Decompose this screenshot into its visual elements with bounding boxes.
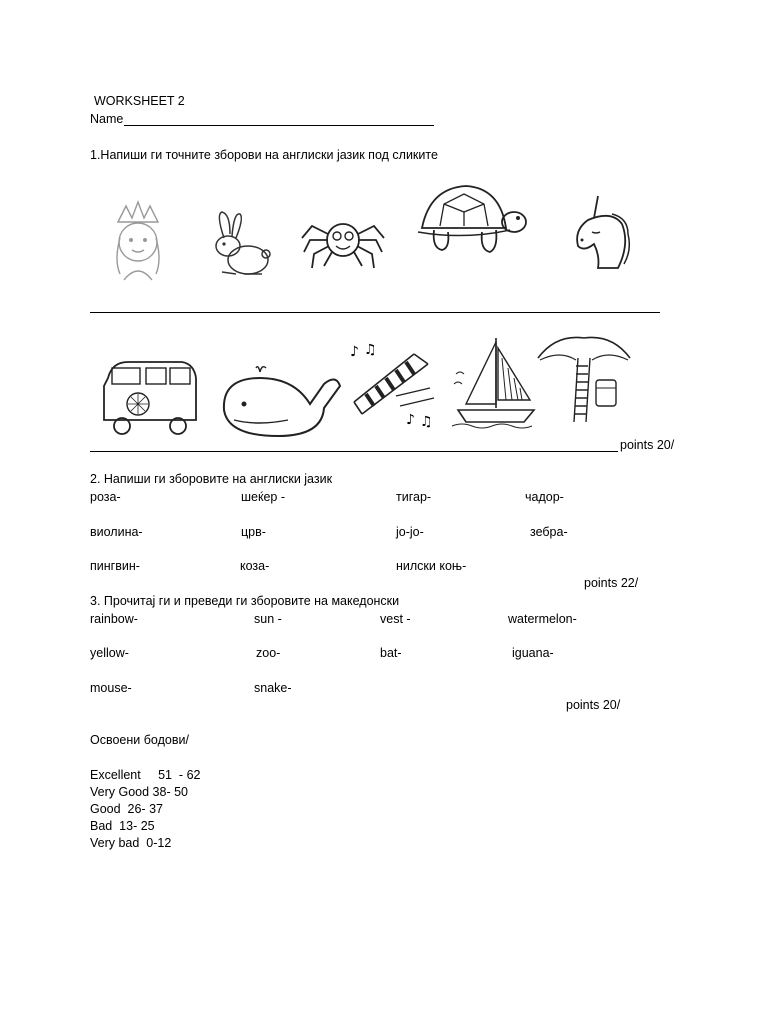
- word-item: zoo-: [256, 646, 281, 660]
- turtle-icon: [414, 182, 528, 258]
- section2-points: points 22/: [584, 576, 639, 590]
- word-item: чадор-: [525, 490, 564, 504]
- rabbit-icon: [204, 208, 274, 278]
- spider-icon: [298, 212, 388, 272]
- answer-line-row2: [90, 451, 618, 452]
- grade-item: Very bad 0-12: [90, 836, 172, 850]
- answer-line-row1: [90, 312, 660, 313]
- grade-item: Bad 13- 25: [90, 819, 155, 833]
- word-item: коза-: [240, 559, 270, 573]
- word-item: роза-: [90, 490, 121, 504]
- unicorn-icon: [568, 194, 638, 274]
- van-icon: [98, 356, 200, 438]
- word-item: rainbow-: [90, 612, 138, 626]
- score-title: Освоени бодови/: [90, 733, 189, 747]
- word-item: snake-: [254, 681, 292, 695]
- word-item: црв-: [241, 525, 266, 539]
- section1-instruction: 1.Напиши ги точните зборови на англиски јазик под сликите: [90, 148, 438, 162]
- grade-item: Very Good 38- 50: [90, 785, 188, 799]
- princess-icon: [106, 198, 170, 282]
- word-item: sun -: [254, 612, 282, 626]
- svg-text:♪: ♪: [406, 412, 415, 428]
- word-item: mouse-: [90, 681, 132, 695]
- word-item: шеќер -: [241, 490, 285, 504]
- xylophone-icon: [344, 340, 440, 440]
- zipper-icon: [536, 330, 632, 426]
- svg-text:♪: ♪: [350, 344, 359, 360]
- svg-text:♫: ♫: [420, 414, 433, 430]
- word-item: yellow-: [90, 646, 129, 660]
- section3-instruction: 3. Прочитај ги и преведи ги зборовите на македонски: [90, 594, 400, 608]
- word-item: vest -: [380, 612, 411, 626]
- word-item: тигар-: [396, 490, 432, 504]
- section2-instruction: 2. Напиши ги зборовите на англиски јазик: [90, 472, 333, 486]
- grade-item: Excellent 51 - 62: [90, 768, 201, 782]
- word-item: iguana-: [512, 646, 554, 660]
- svg-text:♫: ♫: [364, 342, 377, 358]
- name-label: Name: [90, 112, 124, 126]
- word-item: watermelon-: [508, 612, 577, 626]
- word-item: нилски коњ-: [396, 559, 467, 573]
- word-item: jo-jo-: [396, 525, 424, 539]
- grade-item: Good 26- 37: [90, 802, 163, 816]
- yacht-icon: [450, 334, 540, 430]
- section3-points: points 20/: [566, 698, 621, 712]
- word-item: зебра-: [530, 525, 568, 539]
- section1-points: points 20/: [620, 438, 675, 452]
- word-item: виолина-: [90, 525, 143, 539]
- whale-icon: [218, 364, 344, 438]
- worksheet-title: WORKSHEET 2: [94, 94, 185, 108]
- word-item: bat-: [380, 646, 402, 660]
- name-underline: [124, 125, 434, 126]
- word-item: пингвин-: [90, 559, 140, 573]
